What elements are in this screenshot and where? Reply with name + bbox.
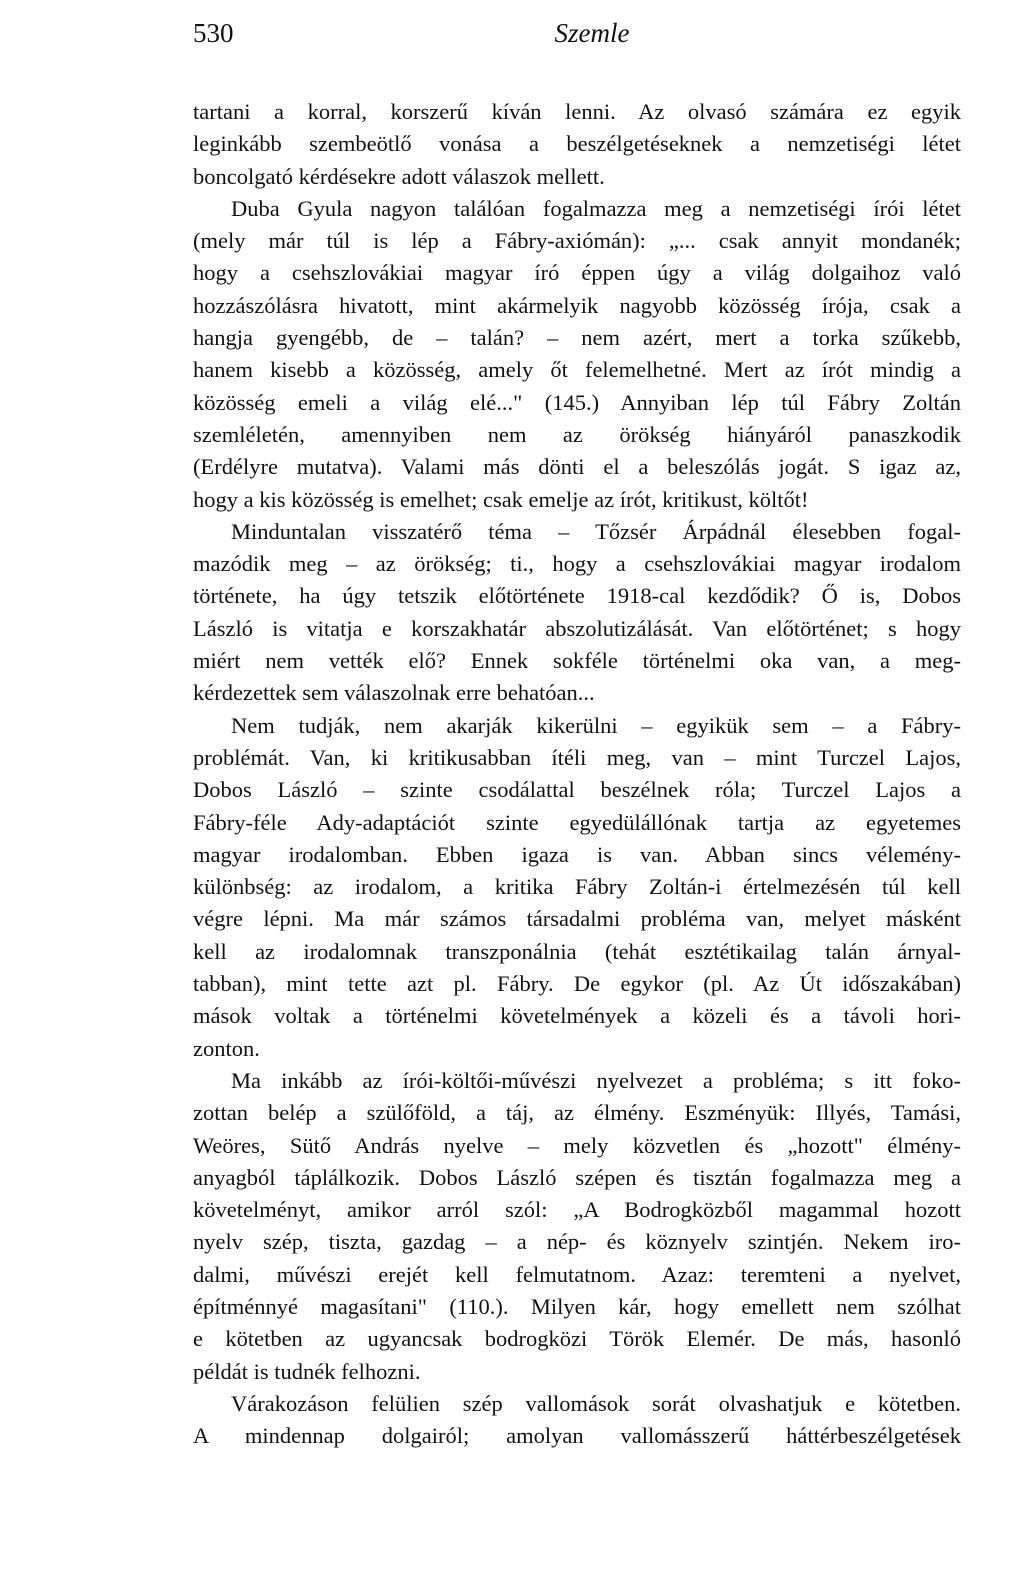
- text-line: nyelv szép, tiszta, gazdag – a nép- és köznyelv szintjén. Nekem iro-: [193, 1229, 961, 1255]
- paragraph: [193, 1388, 961, 1453]
- paragraph: [193, 516, 961, 710]
- text-line: Ma inkább az írói-költői-művészi nyelvezet a probléma; s itt foko-: [231, 1067, 961, 1093]
- page-number: 530: [193, 18, 234, 48]
- text-line: tabban), mint tette azt pl. Fábry. De egykor (pl. Az Út időszakában): [193, 971, 961, 997]
- text-line: boncolgató kérdésekre adott válaszok mellett.: [193, 163, 605, 189]
- text-line: zottan belép a szülőföld, a táj, az élmény. Eszményük: Illyés, Tamási,: [193, 1100, 961, 1126]
- paragraph: [193, 96, 961, 193]
- paragraph: [193, 193, 961, 516]
- text-line: hangja gyengébb, de – talán? – nem azért, mert a torka szűkebb,: [193, 325, 961, 351]
- text-line: szemléletén, amennyiben nem az örökség hiányáról panaszkodik: [193, 421, 961, 447]
- text-line: építménnyé magasítani" (110.). Milyen kár, hogy emellett nem szólhat: [193, 1293, 961, 1319]
- text-line: hanem kisebb a közösség, amely őt felemelhetné. Mert az írót mindig a: [193, 357, 961, 383]
- text-line: mazódik meg – az örökség; ti., hogy a csehszlovákiai magyar irodalom: [193, 551, 961, 577]
- text-line: Minduntalan visszatérő téma – Tőzsér Árpádnál élesebben fogal-: [231, 518, 961, 544]
- text-line: Dobos László – szinte csodálattal beszélnek róla; Turczel Lajos a: [193, 777, 961, 803]
- text-line: különbség: az irodalom, a kritika Fábry Zoltán-i értelmezésén túl kell: [193, 874, 961, 900]
- text-line: végre lépni. Ma már számos társadalmi probléma van, melyet másként: [193, 906, 961, 932]
- text-line: példát is tudnék felhozni.: [193, 1358, 421, 1384]
- text-line: hozzászólásra hivatott, mint akármelyik nagyobb közösség írója, csak a: [193, 292, 961, 318]
- text-line: Várakozáson felülien szép vallomások sorát olvashatjuk e kötetben.: [231, 1390, 961, 1416]
- running-head: Szemle: [554, 18, 630, 48]
- text-line: László is vitatja e korszakhatár abszolutizálását. Van előtörténet; s hogy: [193, 615, 961, 641]
- text-line: követelményt, amikor arról szól: „A Bodrogközből magammal hozott: [193, 1197, 961, 1223]
- text-line: (Erdélyre mutatva). Valami más dönti el a beleszólás jogát. S igaz az,: [193, 454, 961, 480]
- text-line: Nem tudják, nem akarják kikerülni – egyikük sem – a Fábry-: [231, 712, 961, 738]
- text-line: hogy a csehszlovákiai magyar író éppen úgy a világ dolgaihoz való: [193, 260, 961, 286]
- text-line: magyar irodalomban. Ebben igaza is van. Abban sincs vélemény-: [193, 841, 961, 867]
- text-line: hogy a kis közösség is emelhet; csak emelje az írót, kritikust, költőt!: [193, 486, 809, 512]
- text-line: zonton.: [193, 1035, 260, 1061]
- text-line: története, ha úgy tetszik előtörténete 1918-cal kezdődik? Ő is, Dobos: [193, 583, 961, 609]
- text-line: kell az irodalomnak transzponálnia (tehát esztétikailag talán árnyal-: [193, 938, 961, 964]
- text-line: A mindennap dolgairól; amolyan vallomásszerű háttérbeszélgetések: [193, 1423, 961, 1449]
- text-line: tartani a korral, korszerű kíván lenni. Az olvasó számára ez egyik: [193, 99, 961, 124]
- text-line: Weöres, Sütő András nyelve – mely közvetlen és „hozott" élmény-: [193, 1132, 961, 1158]
- text-line: mások voltak a történelmi követelmények a közeli és a távoli hori-: [193, 1003, 961, 1029]
- text-line: dalmi, művészi erejét kell felmutatnom. Azaz: teremteni a nyelvet,: [193, 1261, 961, 1287]
- text-line: Duba Gyula nagyon találóan fogalmazza meg a nemzetiségi írói létet: [231, 195, 961, 221]
- text-line: Fábry-féle Ady-adaptációt szinte egyedülállónak tartja az egyetemes: [193, 809, 961, 835]
- text-line: miért nem vették elő? Ennek sokféle történelmi oka van, a meg-: [193, 648, 961, 674]
- text-line: anyagból táplálkozik. Dobos László szépen és tisztán fogalmazza meg a: [193, 1164, 961, 1190]
- text-line: közösség emeli a világ elé..." (145.) Annyiban lép túl Fábry Zoltán: [193, 389, 961, 415]
- paragraph: [193, 710, 961, 1065]
- text-line: (mely már túl is lép a Fábry-axiómán): „... csak annyit mondanék;: [193, 228, 961, 254]
- paragraph: [193, 1065, 961, 1388]
- page-header: [193, 18, 961, 58]
- text-line: kérdezettek sem válaszolnak erre behatóan...: [193, 680, 595, 706]
- text-line: leginkább szembeötlő vonása a beszélgetéseknek a nemzetiségi létet: [193, 131, 961, 157]
- body-text: [193, 96, 961, 1452]
- text-line: problémát. Van, ki kritikusabban ítéli meg, van – mint Turczel Lajos,: [193, 744, 961, 770]
- text-line: e kötetben az ugyancsak bodrogközi Török Elemér. De más, hasonló: [193, 1326, 961, 1352]
